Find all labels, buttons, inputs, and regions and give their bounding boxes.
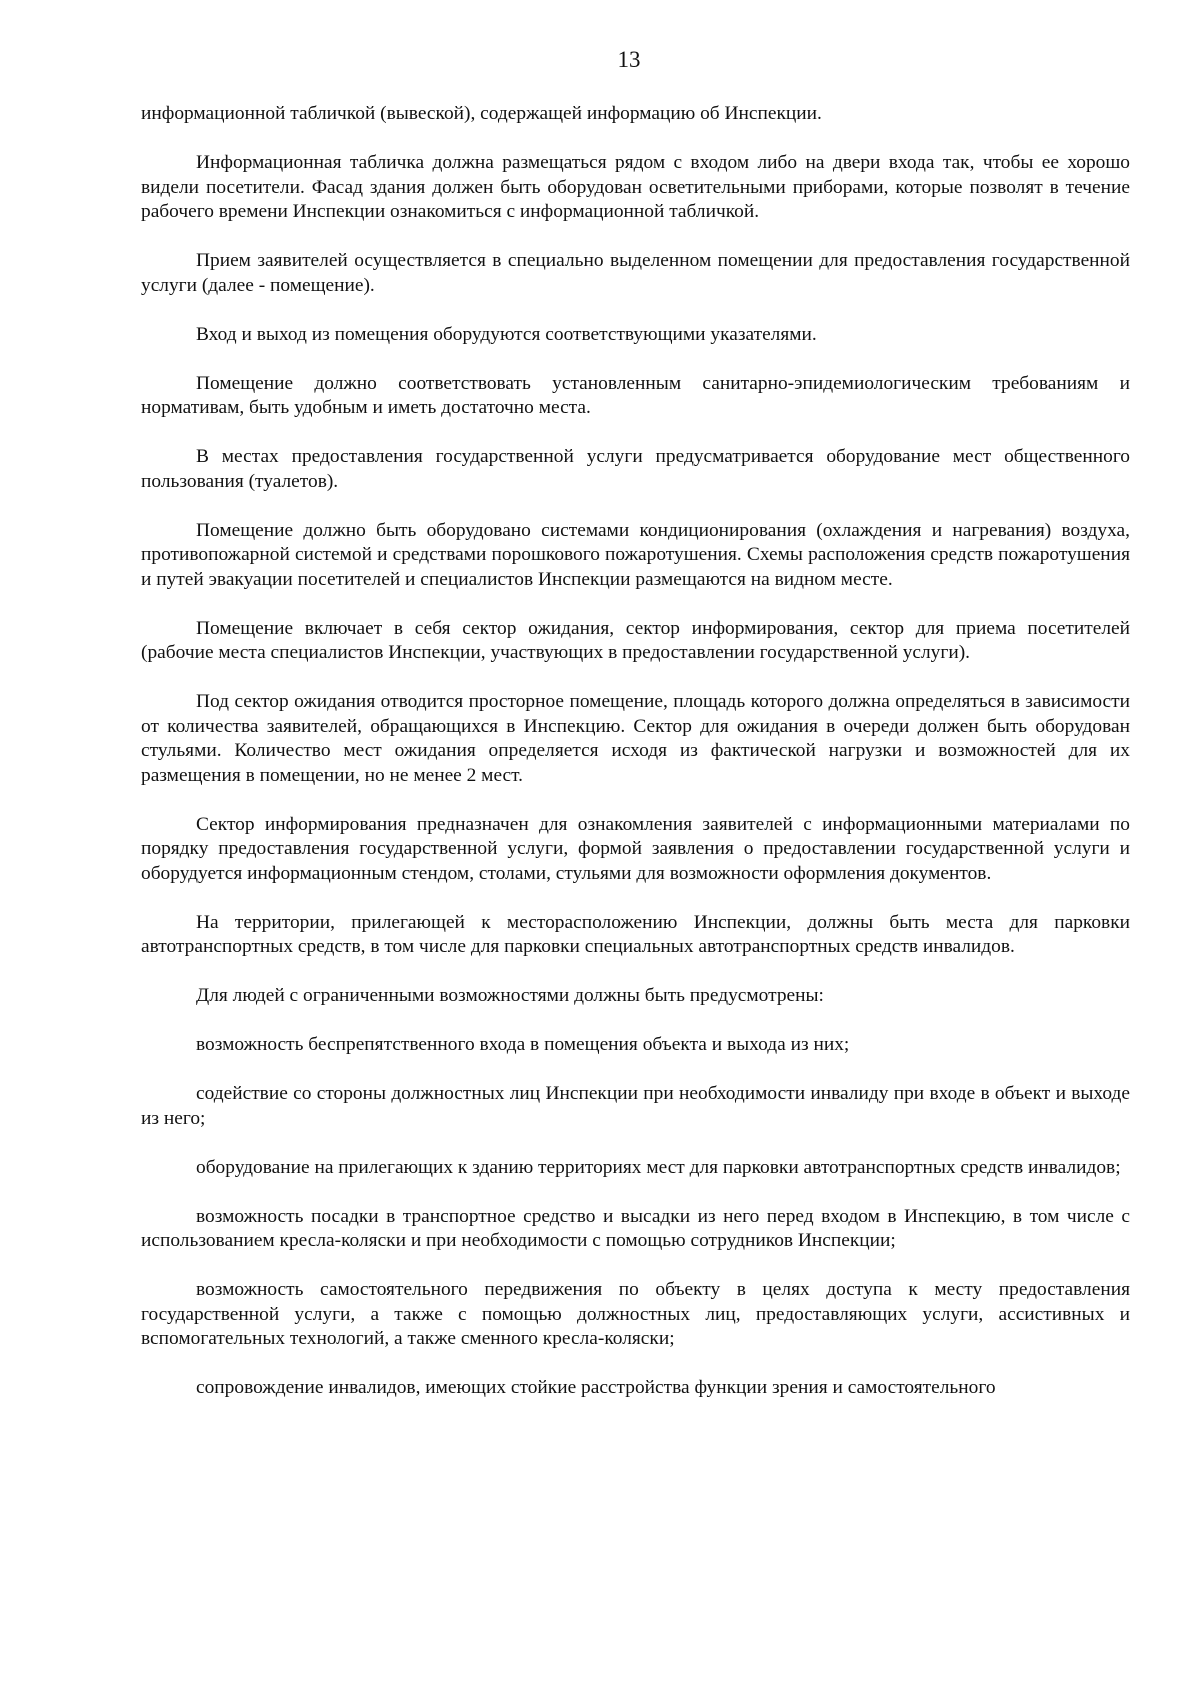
paragraph: информационной табличкой (вывеской), содержащей информацию об Инспекции. bbox=[141, 103, 822, 124]
list-item: сопровождение инвалидов, имеющих стойкие расстройства функции зрения и самостоятельного bbox=[196, 1377, 996, 1398]
paragraph: Для людей с ограниченными возможностями должны быть предусмотрены: bbox=[196, 985, 824, 1006]
paragraph: Помещение включает в себя сектор ожидания, сектор информирования, сектор для приема посетителей (рабочие места специалистов Инспекции, участвующих в предоставлении государственной услуги). bbox=[141, 617, 1130, 663]
paragraph: Под сектор ожидания отводится просторное помещение, площадь которого должна определяться в зависимости от количества заявителей, обращающихся в Инспекцию. Сектор для ожидания в очереди должен быть оборудован стульями. Количество мест ожидания определяется исходя из фактической нагрузки и возможностей для их размещения в помещении, но не менее 2 мест. bbox=[141, 691, 1130, 786]
list-item: оборудование на прилегающих к зданию территориях мест для парковки автотранспортных средств инвалидов; bbox=[196, 1156, 1121, 1178]
list-item: возможность самостоятельного передвижения по объекту в целях доступа к месту предоставления государственной услуги, а также с помощью должностных лиц, предоставляющих услуги, ассистивных и вспомогательных технологий, а также сменного кресла-коляски; bbox=[141, 1279, 1130, 1349]
paragraph: Прием заявителей осуществляется в специально выделенном помещении для предоставления государственной услуги (далее - помещение). bbox=[141, 250, 1130, 296]
paragraph: Помещение должно быть оборудовано системами кондиционирования (охлаждения и нагревания) воздуха, противопожарной системой и средствами порошкового пожаротушения. Схемы расположения средств пожаротушения и путей эвакуации посетителей и специалистов Инспекции размещаются на видном месте. bbox=[141, 519, 1130, 590]
page-number: 13 bbox=[617, 47, 641, 72]
document-body bbox=[141, 102, 1130, 1425]
paragraph: Помещение должно соответствовать установленным санитарно-эпидемиологическим требованиям и нормативам, быть удобным и иметь достаточно места. bbox=[141, 372, 1130, 418]
paragraph: На территории, прилегающей к месторасположению Инспекции, должны быть места для парковки автотранспортных средств, в том числе для парковки специальных автотранспортных средств инвалидов. bbox=[141, 911, 1130, 957]
list-item: содействие со стороны должностных лиц Инспекции при необходимости инвалиду при входе в объект и выходе из него; bbox=[141, 1083, 1130, 1129]
paragraph: Информационная табличка должна размещаться рядом с входом либо на двери входа так, чтобы ее хорошо видели посетители. Фасад здания должен быть оборудован осветительными приборами, которые позволят в течение рабочего времени Инспекции ознакомиться с информационной табличкой. bbox=[141, 152, 1130, 222]
list-item: возможность беспрепятственного входа в помещения объекта и выхода из них; bbox=[196, 1034, 850, 1055]
paragraph: Сектор информирования предназначен для ознакомления заявителей с информационными материалами по порядку предоставления государственной услуги, формой заявления о предоставлении государственной услуги и оборудуется информационным стендом, столами, стульями для возможности оформления документов. bbox=[141, 813, 1130, 884]
paragraph: Вход и выход из помещения оборудуются соответствующими указателями. bbox=[196, 323, 817, 345]
paragraph: В местах предоставления государственной услуги предусматривается оборудование мест общественного пользования (туалетов). bbox=[141, 446, 1130, 492]
list-item: возможность посадки в транспортное средство и высадки из него перед входом в Инспекцию, в том числе с использованием кресла-коляски и при необходимости с помощью сотрудников Инспекции; bbox=[141, 1205, 1130, 1251]
